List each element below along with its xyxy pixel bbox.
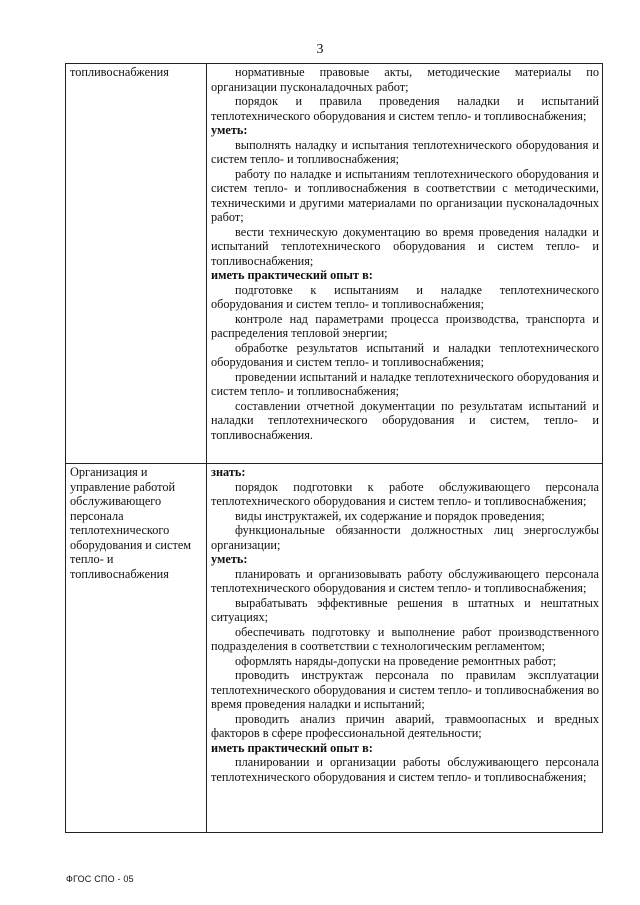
requirement-item: обеспечивать подготовку и выполнение работ производственного подразделения в соответствии с технологическим регламентом;	[211, 624, 599, 653]
competency-table	[65, 63, 603, 833]
requirement-item: составлении отчетной документации по результатам испытаний и наладки теплотехнического оборудования и систем, тепло- и топливоснабжения.	[211, 398, 599, 442]
requirement-item: функциональные обязанности должностных лиц энергослужбы организации;	[211, 523, 599, 552]
requirement-item: выполнять наладку и испытания теплотехнического оборудования и систем тепло- и топливоснабжения;	[211, 137, 599, 166]
requirement-item: обработке результатов испытаний и наладки теплотехнического оборудования и систем тепло- и топливоснабжения;	[211, 340, 599, 369]
activity-cell: Организация и управление работой обслуживающего персонала теплотехнического оборудования и систем тепло- и топливоснабжения	[66, 464, 207, 833]
page-number: 3	[316, 42, 324, 57]
requirement-item: проводить инструктаж персонала по правилам эксплуатации теплотехнического оборудования и систем тепло- и топливоснабжения во время проведения наладки и испытаний;	[211, 668, 599, 711]
table-row	[66, 64, 603, 464]
table-row	[66, 464, 603, 833]
requirement-item: контроле над параметрами процесса производства, транспорта и распределения тепловой энергии;	[211, 311, 599, 340]
requirement-item: вырабатывать эффективные решения в штатных и нештатных ситуациях;	[211, 595, 599, 624]
requirement-item: нормативные правовые акты, методические материалы по организации пусконаладочных работ;	[211, 65, 599, 94]
requirement-item: планировать и организовывать работу обслуживающего персонала теплотехнического оборудования и систем тепло- и топливоснабжения;	[211, 566, 599, 595]
requirement-item: вести техническую документацию во время проведения наладки и испытаний теплотехнического оборудования и систем тепло- и топливоснабжения;	[211, 224, 599, 268]
requirements-cell	[207, 464, 603, 833]
activity-cell: топливоснабжения	[66, 64, 207, 464]
requirement-item: работу по наладке и испытаниям теплотехнического оборудования и систем тепло- и топливоснабжения в соответствии с методическими, техническими и другими материалами по организации пусконаладочных работ;	[211, 166, 599, 224]
requirement-item: виды инструктажей, их содержание и порядок проведения;	[235, 508, 545, 523]
requirement-item: проводить анализ причин аварий, травмоопасных и вредных факторов в сфере профессиональной деятельности;	[211, 711, 599, 740]
section-heading: уметь:	[211, 552, 248, 566]
requirement-item: порядок и правила проведения наладки и испытаний теплотехнического оборудования и систем тепло- и топливоснабжения;	[211, 94, 599, 123]
requirement-item: оформлять наряды-допуски на проведение ремонтных работ;	[235, 653, 557, 668]
requirement-item: порядок подготовки к работе обслуживающего персонала теплотехнического оборудования и систем тепло- и топливоснабжения;	[211, 479, 599, 508]
section-heading: уметь:	[211, 123, 248, 137]
requirement-item: подготовке к испытаниям и наладке теплотехнического оборудования и систем тепло- и топливоснабжения;	[211, 282, 599, 311]
requirements-cell	[207, 64, 603, 464]
section-heading: знать:	[211, 465, 246, 479]
section-heading: иметь практический опыт в:	[211, 268, 373, 282]
requirement-item: проведении испытаний и наладке теплотехнического оборудования и систем тепло- и топливоснабжения;	[211, 369, 599, 398]
section-heading: иметь практический опыт в:	[211, 740, 373, 755]
requirement-item: планировании и организации работы обслуживающего персонала теплотехнического оборудования и систем тепло- и топливоснабжения;	[211, 755, 599, 784]
document-footer: ФГОС СПО - 05	[66, 874, 134, 884]
